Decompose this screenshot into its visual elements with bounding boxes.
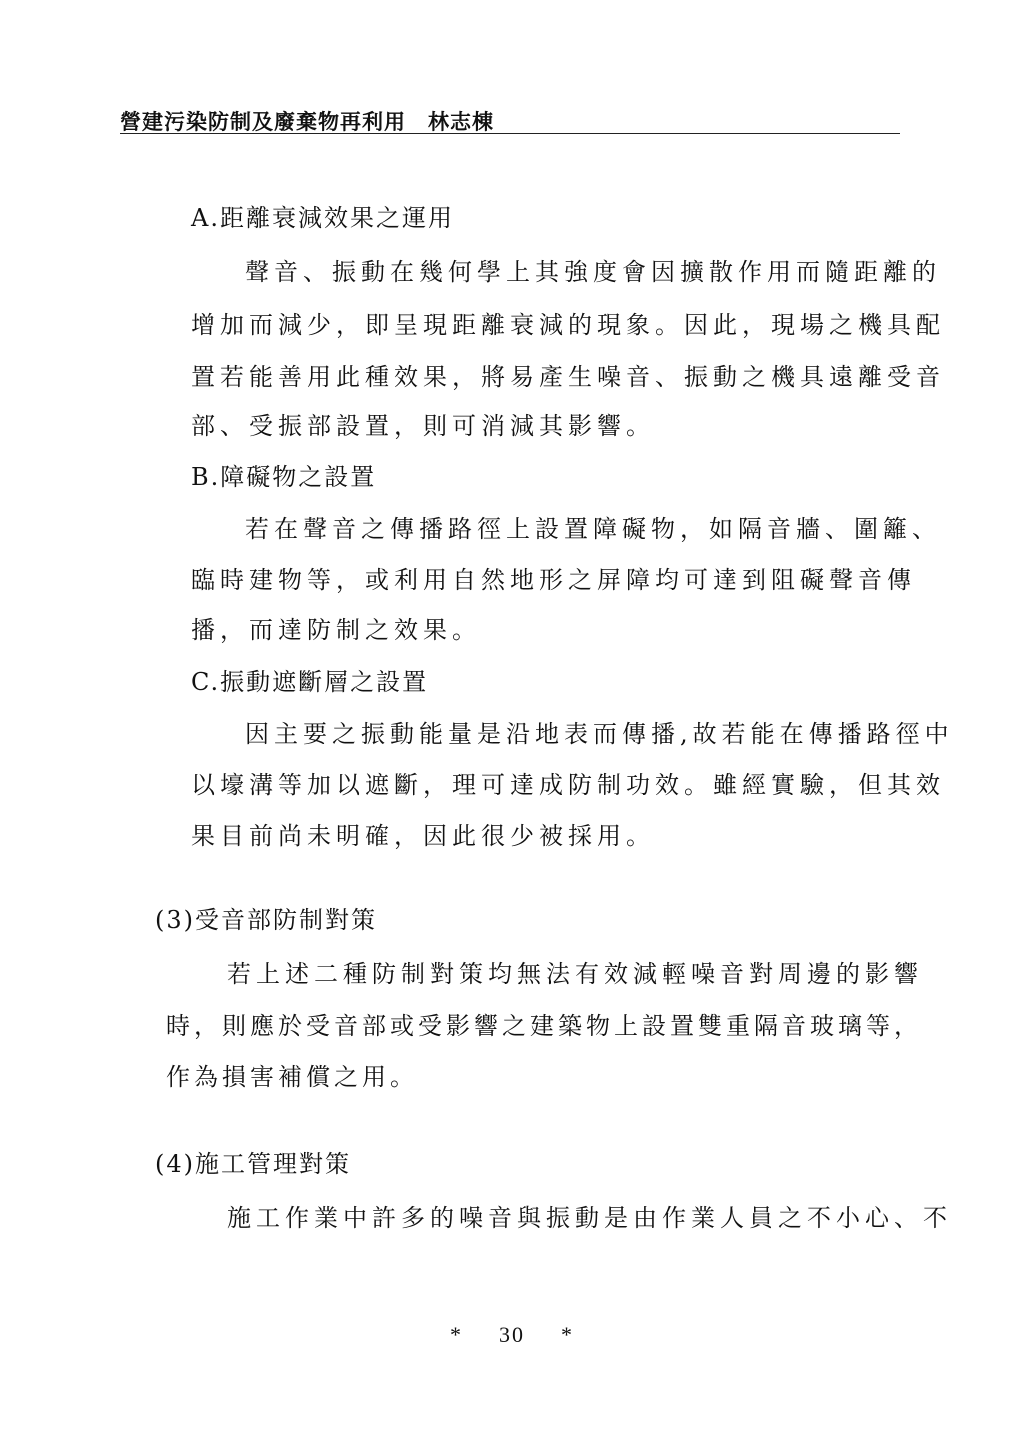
paragraph-line: 施工作業中許多的噪音與振動是由作業人員之不小心、不 (227, 1204, 952, 1232)
paragraph-line: 增加而減少，即呈現距離衰減的現象。因此，現場之機具配 (191, 311, 945, 339)
paragraph-line: 若在聲音之傳播路徑上設置障礙物，如隔音牆、圍籬、 (245, 515, 941, 543)
header-author: 林志棟 (428, 110, 494, 134)
heading-c: C.振動遮斷層之設置 (191, 668, 429, 696)
paragraph-line: 以壕溝等加以遮斷，理可達成防制功效。雖經實驗，但其效 (191, 771, 945, 799)
page-footer (0, 1322, 1024, 1348)
paragraph-line: 時，則應於受音部或受影響之建築物上設置雙重隔音玻璃等， (166, 1012, 922, 1040)
header-rule (120, 133, 900, 134)
paragraph-line: 果目前尚未明確，因此很少被採用。 (191, 822, 655, 850)
heading-b: B.障礙物之設置 (191, 463, 377, 491)
paragraph-line: 播，而達防制之效果。 (191, 616, 481, 644)
heading-3: (3)受音部防制對策 (155, 906, 377, 934)
paragraph-line: 置若能善用此種效果，將易產生噪音、振動之機具遠離受音 (191, 363, 945, 391)
paragraph-line: 聲音、振動在幾何學上其強度會因擴散作用而隨距離的 (245, 258, 941, 286)
header-title: 營建污染防制及廢棄物再利用 (120, 110, 406, 134)
footer-mark-left: * (450, 1322, 463, 1347)
paragraph-line: 臨時建物等，或利用自然地形之屏障均可達到阻礙聲音傳 (191, 566, 916, 594)
paragraph-line: 作為損害補償之用。 (166, 1063, 418, 1091)
paragraph-line: 若上述二種防制對策均無法有效減輕噪音對周邊的影響 (227, 960, 923, 988)
paragraph-line: 部、受振部設置，則可消減其影響。 (191, 412, 655, 440)
footer-mark-right: * (561, 1322, 574, 1347)
running-header (120, 106, 900, 136)
paragraph-line: 因主要之振動能量是沿地表而傳播,故若能在傳播路徑中 (245, 720, 954, 748)
heading-4: (4)施工管理對策 (155, 1150, 351, 1178)
page-number: 30 (499, 1322, 525, 1347)
heading-a: A.距離衰減效果之運用 (191, 204, 454, 232)
